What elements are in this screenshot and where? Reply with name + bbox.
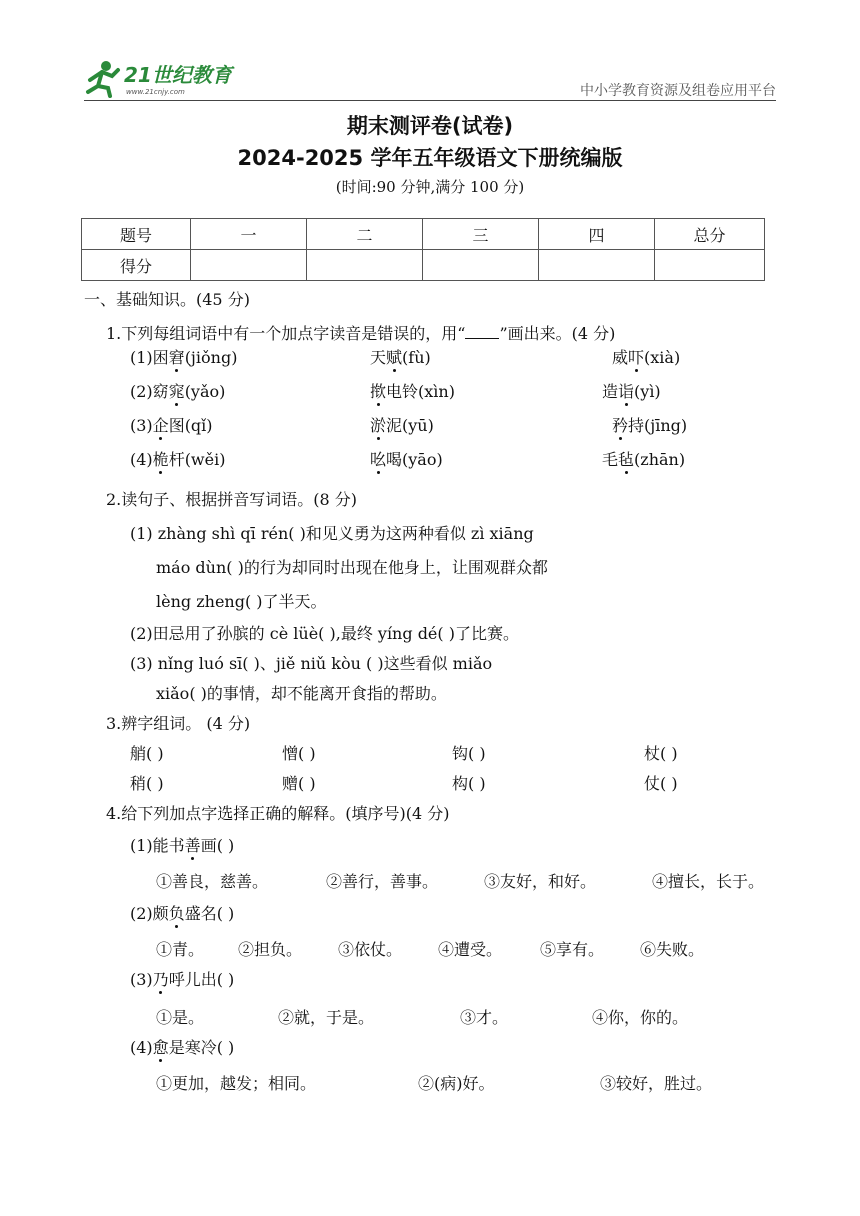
- q4-option: ④遭受。: [438, 940, 503, 959]
- question-1-stem: [106, 324, 615, 344]
- word-part: (1)困: [130, 348, 169, 367]
- dotted-character: 负: [168, 904, 185, 923]
- q2-line: máo dùn( )的行为却同时出现在他身上，让围观群众都: [156, 558, 548, 577]
- q3-item: 杖( ): [644, 744, 678, 763]
- word-part: 杆(wěi): [168, 450, 226, 469]
- word-part: (jiǒng): [184, 348, 238, 367]
- q2-line: lèng zheng( )了半天。: [156, 592, 327, 611]
- section-title: 一、基础知识。(45 分): [84, 290, 250, 309]
- table-cell: 一: [191, 219, 307, 250]
- underline-marker: [465, 324, 499, 339]
- q3-item: 赠( ): [282, 774, 316, 793]
- word-part: 天: [370, 348, 387, 367]
- q1-stem-b: ”画出来。(4 分): [499, 324, 616, 343]
- q1-word: [130, 348, 237, 368]
- word-part: 喝(yāo): [386, 450, 443, 469]
- dotted-character: 诣: [618, 382, 635, 401]
- question-3-stem: 3.辨字组词。 (4 分): [106, 714, 251, 733]
- score-table: [81, 218, 765, 281]
- dotted-character: 毡: [618, 450, 635, 469]
- q4-option: ④擅长，长于。: [652, 872, 765, 891]
- word-part: (yì): [634, 382, 661, 401]
- score-table-header-row: [82, 219, 765, 250]
- exam-time-info: (时间:90 分钟,满分 100 分): [335, 178, 525, 196]
- dotted-character: 愈: [152, 1038, 169, 1057]
- score-input-cell[interactable]: [539, 250, 655, 281]
- score-input-cell[interactable]: [191, 250, 307, 281]
- q3-item: 仗( ): [644, 774, 678, 793]
- table-cell: 总分: [655, 219, 765, 250]
- platform-name: 中小学教育资源及组卷应用平台: [580, 83, 776, 99]
- dotted-character: 善: [184, 836, 201, 855]
- item-part: (1)能书: [130, 836, 185, 855]
- q4-item: [130, 970, 234, 990]
- word-part: (3): [130, 416, 153, 435]
- score-input-cell[interactable]: [307, 250, 423, 281]
- q4-option: ③较好，胜过。: [600, 1074, 713, 1093]
- word-part: (fù): [402, 348, 431, 367]
- q4-option: ③友好，和好。: [484, 872, 597, 891]
- site-logo: [84, 58, 254, 98]
- item-part: (2)颇: [130, 904, 169, 923]
- item-part: 盛名( ): [184, 904, 235, 923]
- dotted-character: 赋: [386, 348, 403, 367]
- table-cell: 四: [539, 219, 655, 250]
- item-part: (4): [130, 1038, 153, 1057]
- q3-item: 钩( ): [452, 744, 486, 763]
- table-cell: 三: [423, 219, 539, 250]
- dotted-character: 企: [152, 416, 169, 435]
- q4-item: [130, 1038, 234, 1058]
- q4-option: ②就，于是。: [278, 1008, 375, 1027]
- dotted-character: 窕: [168, 382, 185, 401]
- q2-line: xiǎo( )的事情，却不能离开食指的帮助。: [156, 684, 447, 703]
- runner-logo-icon: [84, 58, 254, 98]
- dotted-character: 乃: [152, 970, 169, 989]
- q4-option: ⑤享有。: [540, 940, 605, 959]
- score-input-cell[interactable]: [423, 250, 539, 281]
- word-part: 持(jīng): [628, 416, 688, 435]
- q3-item: 构( ): [452, 774, 486, 793]
- q1-word: [370, 416, 434, 436]
- q4-option: ④你，你的。: [592, 1008, 689, 1027]
- dotted-character: 吆: [370, 450, 387, 469]
- word-part: (zhān): [634, 450, 686, 469]
- q1-word: [602, 382, 661, 402]
- table-cell: 二: [307, 219, 423, 250]
- score-table-score-row: [82, 250, 765, 281]
- q3-item: 艄( ): [130, 744, 164, 763]
- logo-url: www.21cnjy.com: [126, 88, 185, 96]
- q1-word: [130, 416, 213, 436]
- q4-option: ③依仗。: [338, 940, 403, 959]
- word-part: 泥(yū): [386, 416, 434, 435]
- q4-option: ②(病)好。: [418, 1074, 495, 1093]
- word-part: 毛: [602, 450, 619, 469]
- dotted-character: 矜: [612, 416, 629, 435]
- q1-word: [370, 382, 455, 402]
- dotted-character: 桅: [152, 450, 169, 469]
- q4-item: [130, 836, 234, 856]
- q4-option: ②担负。: [238, 940, 303, 959]
- q3-item: 憎( ): [282, 744, 316, 763]
- table-cell: 题号: [82, 219, 191, 250]
- word-part: (2)窈: [130, 382, 169, 401]
- question-4-stem: 4.给下列加点字选择正确的解释。(填序号)(4 分): [106, 804, 450, 823]
- q1-word: [130, 382, 225, 402]
- q4-option: ⑥失败。: [640, 940, 705, 959]
- q1-word: [612, 348, 680, 368]
- word-part: 图(qǐ): [168, 416, 213, 435]
- item-part: 画( ): [200, 836, 235, 855]
- q4-option: ①善良，慈善。: [156, 872, 269, 891]
- q4-option: ①青。: [156, 940, 205, 959]
- q1-word: [602, 450, 685, 470]
- table-cell: 得分: [82, 250, 191, 281]
- word-part: 威: [612, 348, 629, 367]
- dotted-character: 吓: [628, 348, 645, 367]
- item-part: 呼儿出( ): [168, 970, 235, 989]
- item-part: (3): [130, 970, 153, 989]
- q4-item: [130, 904, 234, 924]
- word-part: (xià): [644, 348, 681, 367]
- item-part: 是寒冷( ): [168, 1038, 235, 1057]
- q3-item: 稍( ): [130, 774, 164, 793]
- header-divider: [84, 100, 776, 101]
- dotted-character: 揿: [370, 382, 387, 401]
- exam-subtitle: 2024-2025 学年五年级语文下册统编版: [237, 146, 623, 170]
- word-part: 造: [602, 382, 619, 401]
- logo-text: 21世纪教育: [124, 63, 232, 87]
- q4-option: ②善行，善事。: [326, 872, 439, 891]
- score-input-cell[interactable]: [655, 250, 765, 281]
- question-2-stem: 2.读句子、根据拼音写词语。(8 分): [106, 490, 358, 509]
- exam-title: 期末测评卷(试卷): [346, 114, 514, 138]
- q4-option: ①是。: [156, 1008, 205, 1027]
- word-part: (4): [130, 450, 153, 469]
- dotted-character: 窘: [168, 348, 185, 367]
- q1-word: [612, 416, 687, 436]
- q1-word: [370, 450, 443, 470]
- word-part: (yǎo): [184, 382, 226, 401]
- q4-option: ①更加，越发；相同。: [156, 1074, 317, 1093]
- q1-word: [370, 348, 431, 368]
- q1-word: [130, 450, 225, 470]
- dotted-character: 淤: [370, 416, 387, 435]
- q1-stem-a: 1.下列每组词语中有一个加点字读音是错误的，用“: [106, 324, 466, 343]
- word-part: 电铃(xìn): [386, 382, 455, 401]
- q4-option: ③才。: [460, 1008, 509, 1027]
- q2-line: (1) zhàng shì qī rén( )和见义勇为这两种看似 zì xiāng: [130, 524, 534, 543]
- q2-line: (2)田忌用了孙膑的 cè lüè( ),最终 yíng dé( )了比赛。: [130, 624, 519, 643]
- q2-line: (3) nǐng luó sī( )、jiě niǔ kòu ( )这些看似 miǎo: [130, 654, 493, 673]
